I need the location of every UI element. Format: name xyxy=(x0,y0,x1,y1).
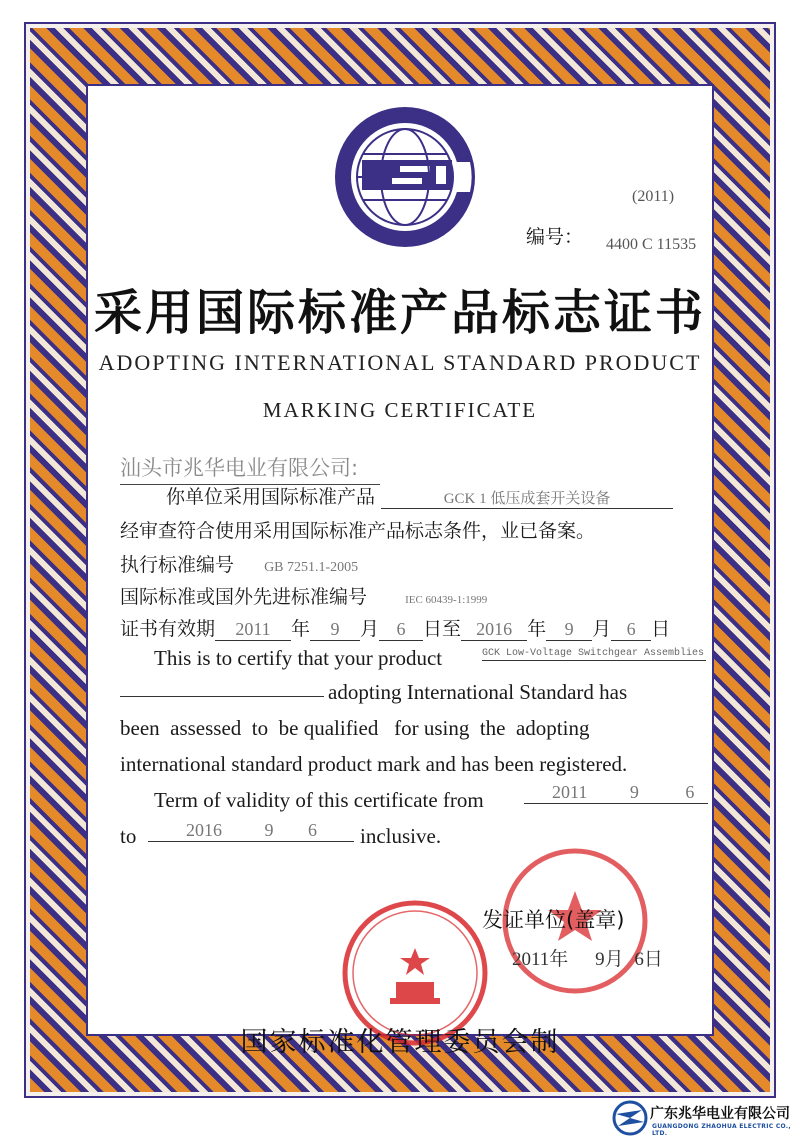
product-cn: GCK 1 低压成套开关设备 xyxy=(381,487,673,509)
certificate-number: 4400 C 11535 xyxy=(606,236,697,253)
en-certify: This is to certify that your product xyxy=(154,646,443,670)
intl-standard-value: IEC 60439-1:1999 xyxy=(405,594,488,606)
valid-from-year: 2011 xyxy=(215,619,291,641)
blank-line xyxy=(120,696,324,697)
zhaohua-logo-icon xyxy=(612,1100,648,1136)
company-watermark-cn: 广东兆华电业有限公司 xyxy=(650,1106,790,1122)
company-name: 汕头市兆华电业有限公司: xyxy=(120,452,380,485)
standard-row xyxy=(120,550,358,577)
ri-label: 日 xyxy=(651,618,671,640)
nian-label: 年 xyxy=(549,948,569,970)
title-english-line2: MARKING CERTIFICATE xyxy=(262,398,538,422)
cn-line2: 经审查符合使用采用国际标准产品标志条件，业已备案。 xyxy=(120,520,596,542)
en-to-month: 9 xyxy=(264,820,274,840)
en-from-day: 6 xyxy=(685,782,695,802)
en-assessed: been assessed to be qualified for using the adopting xyxy=(120,716,590,740)
title-chinese: 采用国际标准产品标志证书 xyxy=(93,285,706,341)
valid-from-month: 9 xyxy=(310,619,360,641)
nian-label: 年 xyxy=(291,618,311,640)
standard-label: 执行标准编号 xyxy=(120,554,235,576)
issuing-body: 国家标准化管理委员会制 xyxy=(240,1027,560,1058)
en-adopting: adopting International Standard has xyxy=(328,680,628,704)
company-watermark-en: GUANGDONG ZHAOHUA ELECTRIC CO., LTD. xyxy=(652,1123,791,1137)
issue-year: 2011 xyxy=(512,949,550,970)
valid-to-year: 2016 xyxy=(461,619,527,641)
valid-from-day: 6 xyxy=(379,619,423,641)
intl-standard-row xyxy=(120,582,487,609)
issue-day: 6 xyxy=(634,949,644,970)
en-to: to xyxy=(120,824,137,848)
en-from-month: 9 xyxy=(629,782,639,802)
yue-label: 月 xyxy=(360,618,380,640)
en-term: Term of validity of this certificate from xyxy=(154,788,484,812)
title-english-line1: ADOPTING INTERNATIONAL STANDARD PRODUCT xyxy=(98,350,702,375)
product-en: GCK Low-Voltage Switchgear Assemblies xyxy=(482,648,705,659)
en-to-day: 6 xyxy=(308,820,317,840)
zhi-label: 日至 xyxy=(423,618,462,640)
en-from-date xyxy=(524,782,708,804)
validity-label: 证书有效期 xyxy=(120,618,216,640)
en-to-date xyxy=(148,820,354,842)
cn-line1 xyxy=(166,482,673,509)
yue-label: 月 xyxy=(604,948,624,970)
en-registered: international standard product mark and has been registered. xyxy=(120,752,628,776)
csc-logo xyxy=(330,102,480,252)
cn-line1-prefix: 你单位采用国际标准产品 xyxy=(166,486,376,508)
issuer-label: 发证单位(盖章) xyxy=(482,908,625,932)
standard-value: GB 7251.1-2005 xyxy=(264,560,359,575)
valid-to-day: 6 xyxy=(611,619,651,641)
nian-label: 年 xyxy=(527,618,547,640)
ri-label: 日 xyxy=(643,948,663,970)
valid-to-month: 9 xyxy=(546,619,592,641)
en-inclusive: inclusive. xyxy=(360,824,442,848)
issue-date xyxy=(512,944,663,971)
en-from-year: 2011 xyxy=(552,782,588,802)
number-label: 编号： xyxy=(526,226,584,248)
en-to-year: 2016 xyxy=(186,820,222,840)
intl-standard-label: 国际标准或国外先进标准编号 xyxy=(120,586,368,608)
issue-month: 9 xyxy=(595,949,605,970)
validity-row xyxy=(120,614,670,641)
yue-label: 月 xyxy=(592,618,612,640)
certificate-year: (2011) xyxy=(632,188,675,205)
